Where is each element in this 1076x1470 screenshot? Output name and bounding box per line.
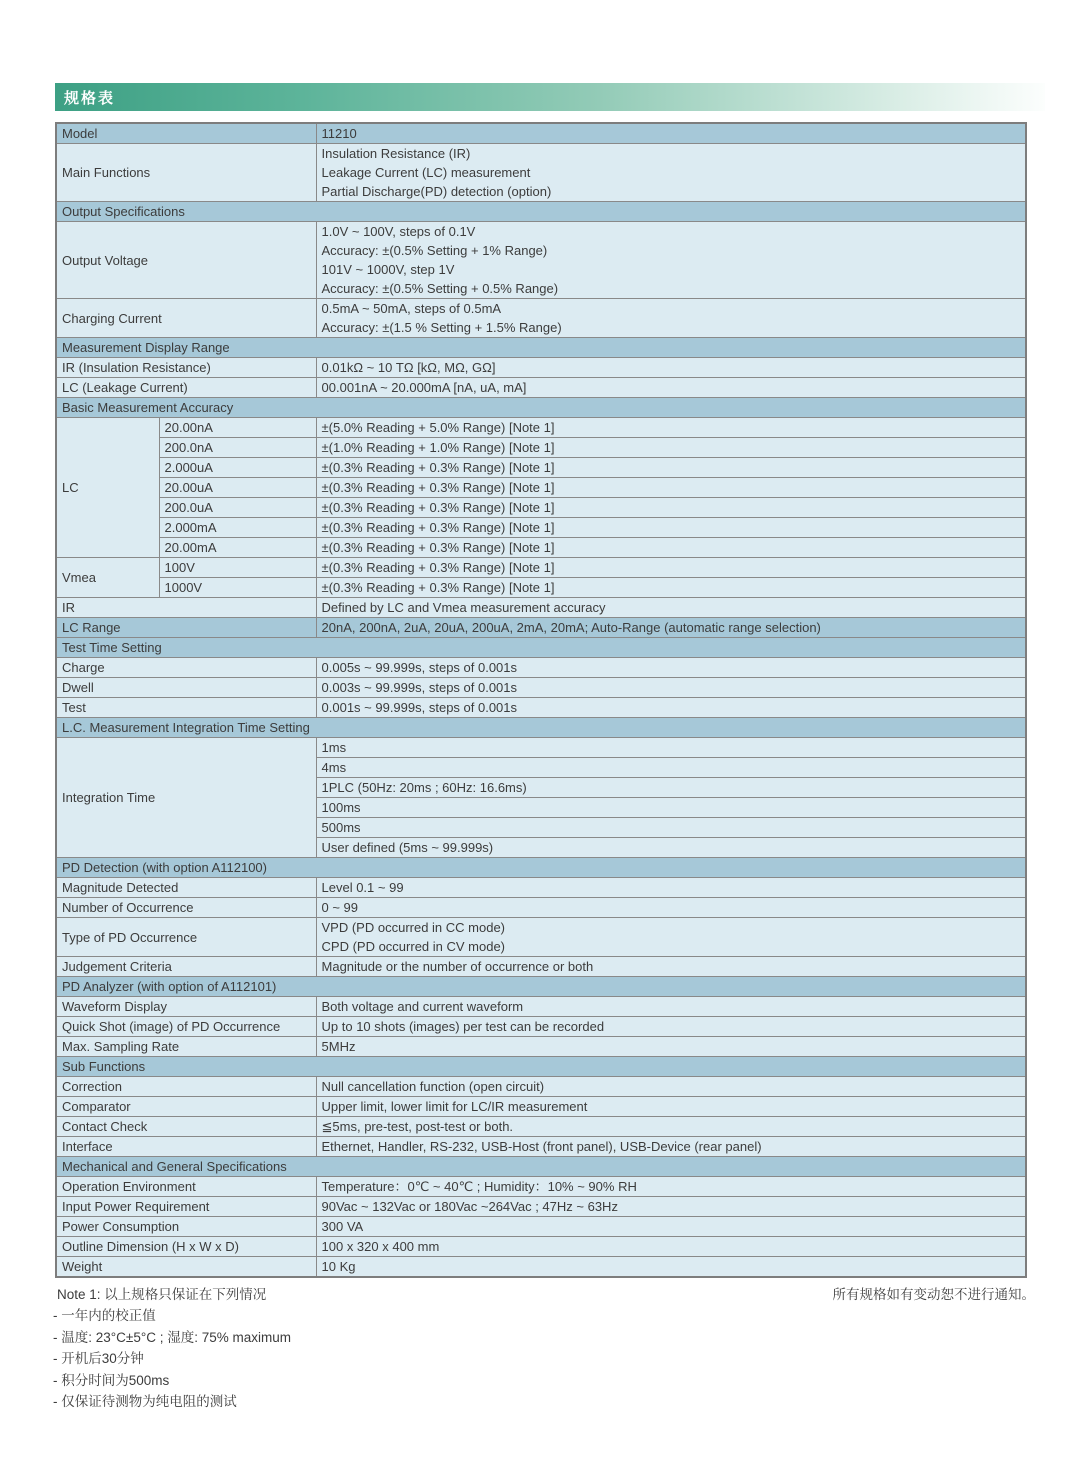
value-line: CPD (PD occurred in CV mode) — [321, 939, 506, 954]
table-row-lc-accuracy — [56, 518, 1026, 538]
section-row — [56, 638, 1026, 658]
row-value: 11210 — [316, 123, 1026, 144]
row-label: IR (Insulation Resistance) — [56, 358, 316, 378]
table-row-lc-accuracy — [56, 498, 1026, 518]
table-row-vmea-accuracy — [56, 558, 1026, 578]
section-label: Basic Measurement Accuracy — [56, 398, 1026, 418]
table-row-number-of-occurrence — [56, 898, 1026, 918]
row-value: Magnitude or the number of occurrence or both — [316, 957, 1026, 977]
section-label: PD Detection (with option A112100) — [56, 858, 1026, 878]
row-value — [316, 918, 1026, 957]
table-row-main-functions — [56, 144, 1026, 202]
table-row-lc-accuracy — [56, 438, 1026, 458]
group-label: Vmea — [56, 558, 159, 598]
row-label: Outline Dimension (H x W x D) — [56, 1237, 316, 1257]
table-row-lc-range — [56, 618, 1026, 638]
accuracy-value: ±(1.0% Reading + 1.0% Range) [Note 1] — [316, 438, 1026, 458]
row-value: Temperature：0℃ ~ 40℃ ; Humidity：10% ~ 90% RH — [316, 1177, 1026, 1197]
row-value: Ethernet, Handler, RS-232, USB-Host (front panel), USB-Device (rear panel) — [316, 1137, 1026, 1157]
note-header-row — [53, 1284, 1035, 1305]
value-line: 101V ~ 1000V, step 1V — [321, 262, 455, 277]
row-label: Test — [56, 698, 316, 718]
row-label: IR — [56, 598, 316, 618]
note-item: - 温度: 23°C±5°C ; 湿度: 75% maximum — [53, 1329, 292, 1345]
range-label: 200.0uA — [159, 498, 316, 518]
table-row-ir-accuracy — [56, 598, 1026, 618]
row-label: Quick Shot (image) of PD Occurrence — [56, 1017, 316, 1037]
value-line: Accuracy: ±(1.5 % Setting + 1.5% Range) — [321, 320, 562, 335]
table-row-comparator — [56, 1097, 1026, 1117]
range-label: 1000V — [159, 578, 316, 598]
table-row-lc-accuracy — [56, 538, 1026, 558]
section-row — [56, 1057, 1026, 1077]
row-label: Input Power Requirement — [56, 1197, 316, 1217]
accuracy-value: ±(0.3% Reading + 0.3% Range) [Note 1] — [316, 498, 1026, 518]
change-notice: 所有规格如有变动恕不进行通知。 — [832, 1287, 1035, 1302]
note1-title: Note 1: 以上规格只保证在下列情况 — [57, 1287, 267, 1302]
row-label: Dwell — [56, 678, 316, 698]
note-item: - 仅保证待测物为纯电阻的测试 — [53, 1394, 237, 1409]
option-value: 1ms — [316, 738, 1026, 758]
section-label: L.C. Measurement Integration Time Setting — [56, 718, 1026, 738]
range-label: 100V — [159, 558, 316, 578]
row-label: Interface — [56, 1137, 316, 1157]
row-label: Correction — [56, 1077, 316, 1097]
row-label: Charging Current — [56, 299, 316, 338]
row-value: 00.001nA ~ 20.000mA [nA, uA, mA] — [316, 378, 1026, 398]
section-row — [56, 718, 1026, 738]
row-value: 20nA, 200nA, 2uA, 20uA, 200uA, 2mA, 20mA; Auto-Range (automatic range selection) — [316, 618, 1026, 638]
section-row — [56, 398, 1026, 418]
row-value: 0.003s ~ 99.999s, steps of 0.001s — [316, 678, 1026, 698]
accuracy-value: ±(0.3% Reading + 0.3% Range) [Note 1] — [316, 578, 1026, 598]
table-row-interface — [56, 1137, 1026, 1157]
row-label: Magnitude Detected — [56, 878, 316, 898]
option-value: User defined (5ms ~ 99.999s) — [316, 838, 1026, 858]
row-label: Output Voltage — [56, 222, 316, 299]
row-value: 0 ~ 99 — [316, 898, 1026, 918]
row-value: 5MHz — [316, 1037, 1026, 1057]
accuracy-value: ±(0.3% Reading + 0.3% Range) [Note 1] — [316, 518, 1026, 538]
section-title-bar — [55, 83, 1045, 111]
table-row-judgement-criteria — [56, 957, 1026, 977]
row-value: Level 0.1 ~ 99 — [316, 878, 1026, 898]
row-label: Operation Environment — [56, 1177, 316, 1197]
table-row-vmea-accuracy — [56, 578, 1026, 598]
footnotes — [53, 1284, 1035, 1413]
row-value: Both voltage and current waveform — [316, 997, 1026, 1017]
row-label: Power Consumption — [56, 1217, 316, 1237]
table-row-integration-time — [56, 738, 1026, 758]
table-row-waveform-display — [56, 997, 1026, 1017]
value-line: 0.5mA ~ 50mA, steps of 0.5mA — [321, 301, 502, 316]
value-line: 1.0V ~ 100V, steps of 0.1V — [321, 224, 476, 239]
row-label: LC (Leakage Current) — [56, 378, 316, 398]
table-row-quick-shot — [56, 1017, 1026, 1037]
row-label: Max. Sampling Rate — [56, 1037, 316, 1057]
section-row — [56, 977, 1026, 997]
row-value: 100 x 320 x 400 mm — [316, 1237, 1026, 1257]
section-row — [56, 338, 1026, 358]
section-row — [56, 202, 1026, 222]
accuracy-value: ±(0.3% Reading + 0.3% Range) [Note 1] — [316, 458, 1026, 478]
option-value: 500ms — [316, 818, 1026, 838]
spec-table — [55, 122, 1027, 1278]
group-label: Integration Time — [56, 738, 316, 858]
row-value — [316, 144, 1026, 202]
value-line: Leakage Current (LC) measurement — [321, 165, 531, 180]
table-row-operation-environment — [56, 1177, 1026, 1197]
row-label: Comparator — [56, 1097, 316, 1117]
section-label: Output Specifications — [56, 202, 1026, 222]
row-label: LC Range — [56, 618, 316, 638]
row-label: Judgement Criteria — [56, 957, 316, 977]
range-label: 200.0nA — [159, 438, 316, 458]
table-row-ir-range — [56, 358, 1026, 378]
table-row-weight — [56, 1257, 1026, 1278]
row-value: Defined by LC and Vmea measurement accuracy — [316, 598, 1026, 618]
option-value: 4ms — [316, 758, 1026, 778]
row-label: Contact Check — [56, 1117, 316, 1137]
table-row-lc-accuracy — [56, 458, 1026, 478]
row-value: 90Vac ~ 132Vac or 180Vac ~264Vac ; 47Hz ~ 63Hz — [316, 1197, 1026, 1217]
row-value — [316, 222, 1026, 299]
row-value: 0.01kΩ ~ 10 TΩ [kΩ, MΩ, GΩ] — [316, 358, 1026, 378]
table-row-output-voltage — [56, 222, 1026, 299]
range-label: 2.000mA — [159, 518, 316, 538]
value-line: Accuracy: ±(0.5% Setting + 1% Range) — [321, 243, 548, 258]
section-label: Measurement Display Range — [56, 338, 1026, 358]
accuracy-value: ±(0.3% Reading + 0.3% Range) [Note 1] — [316, 478, 1026, 498]
row-value — [316, 299, 1026, 338]
value-line: Partial Discharge(PD) detection (option) — [321, 184, 552, 199]
row-label: Model — [56, 123, 316, 144]
option-value: 100ms — [316, 798, 1026, 818]
table-row-lc-accuracy — [56, 418, 1026, 438]
row-label: Waveform Display — [56, 997, 316, 1017]
table-row-dwell — [56, 678, 1026, 698]
row-label: Type of PD Occurrence — [56, 918, 316, 957]
row-label: Weight — [56, 1257, 316, 1278]
accuracy-value: ±(5.0% Reading + 5.0% Range) [Note 1] — [316, 418, 1026, 438]
note-item: - 积分时间为500ms — [53, 1372, 170, 1388]
row-value: 300 VA — [316, 1217, 1026, 1237]
table-row-test — [56, 698, 1026, 718]
row-value: Up to 10 shots (images) per test can be recorded — [316, 1017, 1026, 1037]
range-label: 2.000uA — [159, 458, 316, 478]
value-line: Insulation Resistance (IR) — [321, 146, 471, 161]
section-label: Test Time Setting — [56, 638, 1026, 658]
group-label: LC — [56, 418, 159, 558]
row-value: 0.001s ~ 99.999s, steps of 0.001s — [316, 698, 1026, 718]
row-value: Upper limit, lower limit for LC/IR measurement — [316, 1097, 1026, 1117]
table-row-outline-dimension — [56, 1237, 1026, 1257]
table-row-contact-check — [56, 1117, 1026, 1137]
table-row-charging-current — [56, 299, 1026, 338]
row-value: 0.005s ~ 99.999s, steps of 0.001s — [316, 658, 1026, 678]
table-row-power-consumption — [56, 1217, 1026, 1237]
table-row-correction — [56, 1077, 1026, 1097]
range-label: 20.00uA — [159, 478, 316, 498]
row-label: Charge — [56, 658, 316, 678]
table-row-magnitude-detected — [56, 878, 1026, 898]
row-value: ≦5ms, pre-test, post-test or both. — [316, 1117, 1026, 1137]
table-row-input-power — [56, 1197, 1026, 1217]
table-row-lc-range-display — [56, 378, 1026, 398]
table-row-max-sampling-rate — [56, 1037, 1026, 1057]
row-label: Number of Occurrence — [56, 898, 316, 918]
accuracy-value: ±(0.3% Reading + 0.3% Range) [Note 1] — [316, 538, 1026, 558]
table-row-charge — [56, 658, 1026, 678]
section-row — [56, 858, 1026, 878]
table-row-model — [56, 123, 1026, 144]
row-value: Null cancellation function (open circuit) — [316, 1077, 1026, 1097]
value-line: VPD (PD occurred in CC mode) — [321, 920, 506, 935]
section-row — [56, 1157, 1026, 1177]
section-label: Mechanical and General Specifications — [56, 1157, 1026, 1177]
table-row-lc-accuracy — [56, 478, 1026, 498]
page-title: 规格表 — [64, 89, 116, 107]
value-line: Accuracy: ±(0.5% Setting + 0.5% Range) — [321, 281, 559, 296]
row-label: Main Functions — [56, 144, 316, 202]
row-value: 10 Kg — [316, 1257, 1026, 1278]
range-label: 20.00nA — [159, 418, 316, 438]
accuracy-value: ±(0.3% Reading + 0.3% Range) [Note 1] — [316, 558, 1026, 578]
range-label: 20.00mA — [159, 538, 316, 558]
section-label: PD Analyzer (with option of A112101) — [56, 977, 1026, 997]
option-value: 1PLC (50Hz: 20ms ; 60Hz: 16.6ms) — [316, 778, 1026, 798]
section-label: Sub Functions — [56, 1057, 1026, 1077]
table-row-type-of-pd — [56, 918, 1026, 957]
note-item: - 开机后30分钟 — [53, 1351, 144, 1366]
note-item: - 一年内的校正值 — [53, 1308, 156, 1323]
